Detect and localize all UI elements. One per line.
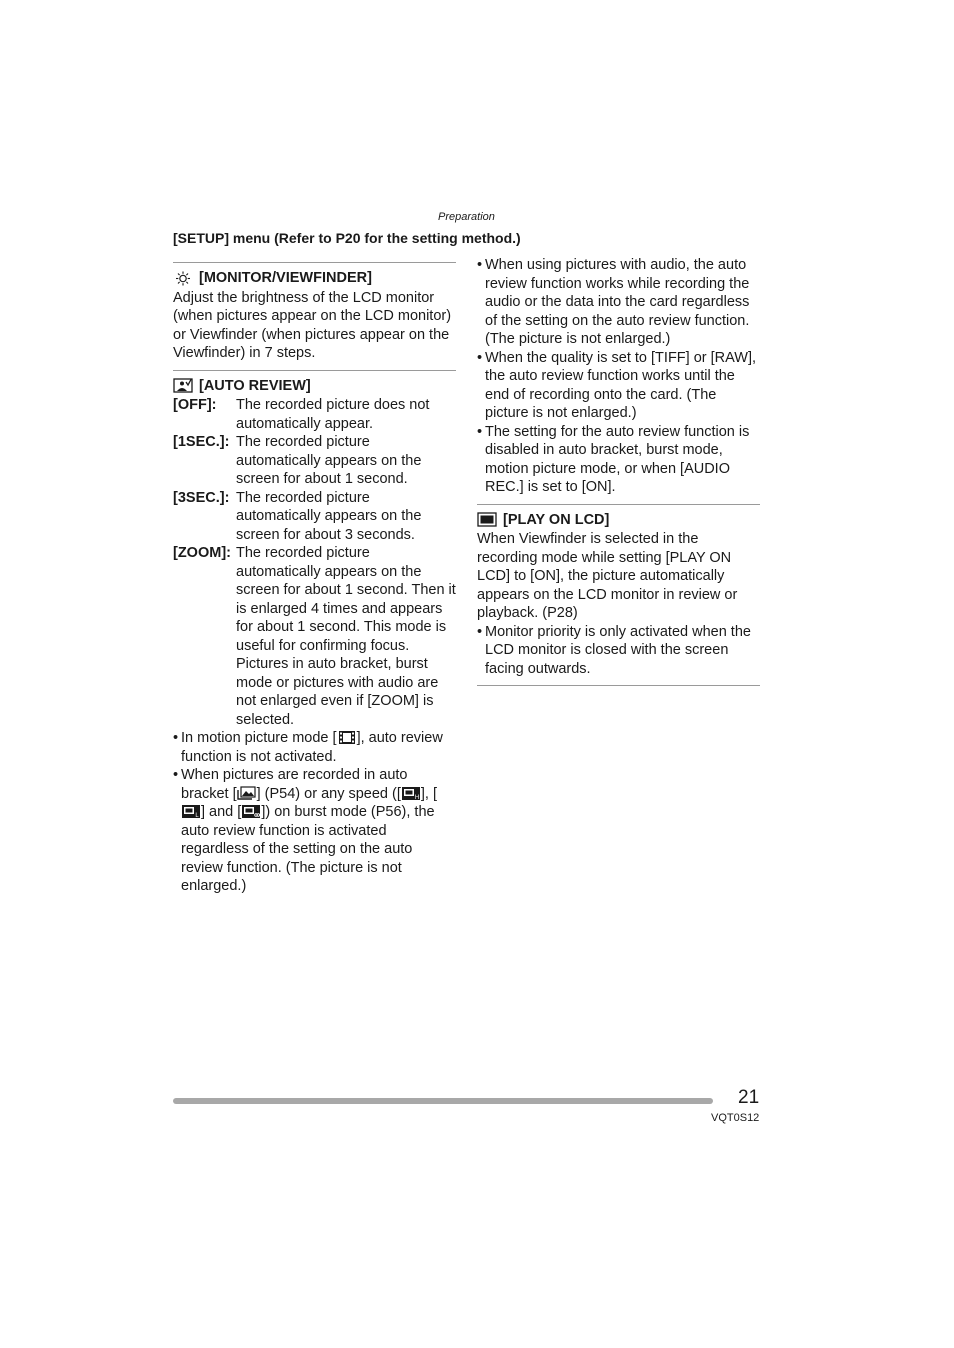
play-on-lcd-title: [PLAY ON LCD] bbox=[503, 511, 610, 528]
note-text: When pictures are recorded in auto bracket [ bbox=[181, 767, 408, 802]
play-on-lcd-heading bbox=[477, 511, 760, 530]
monitor-viewfinder-title: [MONITOR/VIEWFINDER] bbox=[199, 270, 372, 286]
disabled-note: • The setting for the auto review function is disabled in auto bracket, burst mode, motion picture mode, or when [AUDIO REC.] is set to [ON]. bbox=[477, 423, 760, 497]
doc-code: VQT0S12 bbox=[711, 1112, 760, 1124]
option-3sec-desc: The recorded picture automatically appears on the screen for about 3 seconds. bbox=[236, 489, 422, 543]
brightness-sun-icon bbox=[173, 271, 193, 286]
monitor-viewfinder-body: Adjust the brightness of the LCD monitor (when pictures appear on the LCD monitor) or Viewfinder (when pictures appear on the Viewfinder) in 7 steps. bbox=[173, 289, 452, 361]
auto-review-extra-notes bbox=[477, 256, 760, 504]
option-off-desc: The recorded picture does not automatically appear. bbox=[236, 397, 430, 432]
monitor-viewfinder-heading bbox=[173, 269, 456, 288]
auto-review-icon bbox=[173, 378, 193, 393]
motion-picture-icon bbox=[337, 730, 357, 745]
footer-bar bbox=[173, 1098, 713, 1104]
option-1sec-term: [1SEC.]: bbox=[173, 434, 230, 450]
auto-bracket-note bbox=[173, 766, 456, 896]
auto-bracket-icon bbox=[237, 786, 257, 801]
note-text: In motion picture mode [ bbox=[181, 730, 337, 746]
auto-review-options bbox=[173, 396, 456, 729]
motion-picture-note bbox=[173, 729, 456, 766]
option-off-term: [OFF]: bbox=[173, 397, 217, 413]
page-heading: [SETUP] menu (Refer to P20 for the setting method.) bbox=[173, 230, 521, 246]
note-text: ]) on burst mode (P56), the auto review function is activated regardless of the setting on the auto review function. (The picture is not enlarged.) bbox=[181, 804, 435, 894]
option-zoom-desc: The recorded picture automatically appears on the screen for about 1 second. Then it is enlarged 4 times and appears for about 1 second. This mode is useful for confirming focus. Pictures in auto bracket, burst mode or pictures with audio are not enlarged even if [ZOOM] is selected. bbox=[236, 545, 456, 728]
page-number: 21 bbox=[738, 1087, 760, 1108]
option-zoom-term: [ZOOM]: bbox=[173, 545, 231, 561]
note-text: ] and [ bbox=[201, 804, 242, 820]
burst-high-speed-icon bbox=[401, 786, 421, 801]
note-text: ], [ bbox=[420, 785, 437, 802]
monitor-priority-note: • Monitor priority is only activated when the LCD monitor is closed with the screen facing outwards. bbox=[477, 623, 760, 679]
auto-review-title: [AUTO REVIEW] bbox=[199, 377, 311, 394]
play-on-lcd-body: When Viewfinder is selected in the recording mode while setting [PLAY ON LCD] to [ON], the picture automatically appears on the LCD monitor in review or playback. (P28) bbox=[477, 531, 738, 621]
option-3sec-term: [3SEC.]: bbox=[173, 489, 230, 506]
note-text: ] (P54) or any speed ([ bbox=[256, 785, 401, 802]
svg-text:H: H bbox=[414, 794, 420, 801]
auto-review-section bbox=[173, 370, 456, 903]
play-on-lcd-section bbox=[477, 504, 760, 687]
lcd-monitor-icon bbox=[477, 512, 497, 527]
left-column bbox=[173, 262, 456, 903]
burst-low-speed-icon bbox=[181, 804, 201, 819]
monitor-viewfinder-section bbox=[173, 262, 456, 370]
auto-review-heading bbox=[173, 377, 456, 396]
note-text: ], auto review function is not activated. bbox=[181, 730, 443, 765]
option-1sec-desc: The recorded picture automatically appears on the screen for about 1 second. bbox=[236, 434, 422, 487]
quality-note: • When the quality is set to [TIFF] or [RAW], the auto review function works until the end of recording onto the card. (The picture is not enlarged.) bbox=[477, 349, 760, 423]
right-column bbox=[477, 256, 760, 686]
burst-unlimited-icon bbox=[241, 804, 261, 819]
audio-note: • When using pictures with audio, the auto review function works while recording the audio or the data into the card regardless of the setting on the auto review function. (The picture is not enlarged.) bbox=[477, 256, 760, 349]
svg-text:L: L bbox=[195, 813, 199, 819]
section-label: Preparation bbox=[438, 211, 495, 223]
